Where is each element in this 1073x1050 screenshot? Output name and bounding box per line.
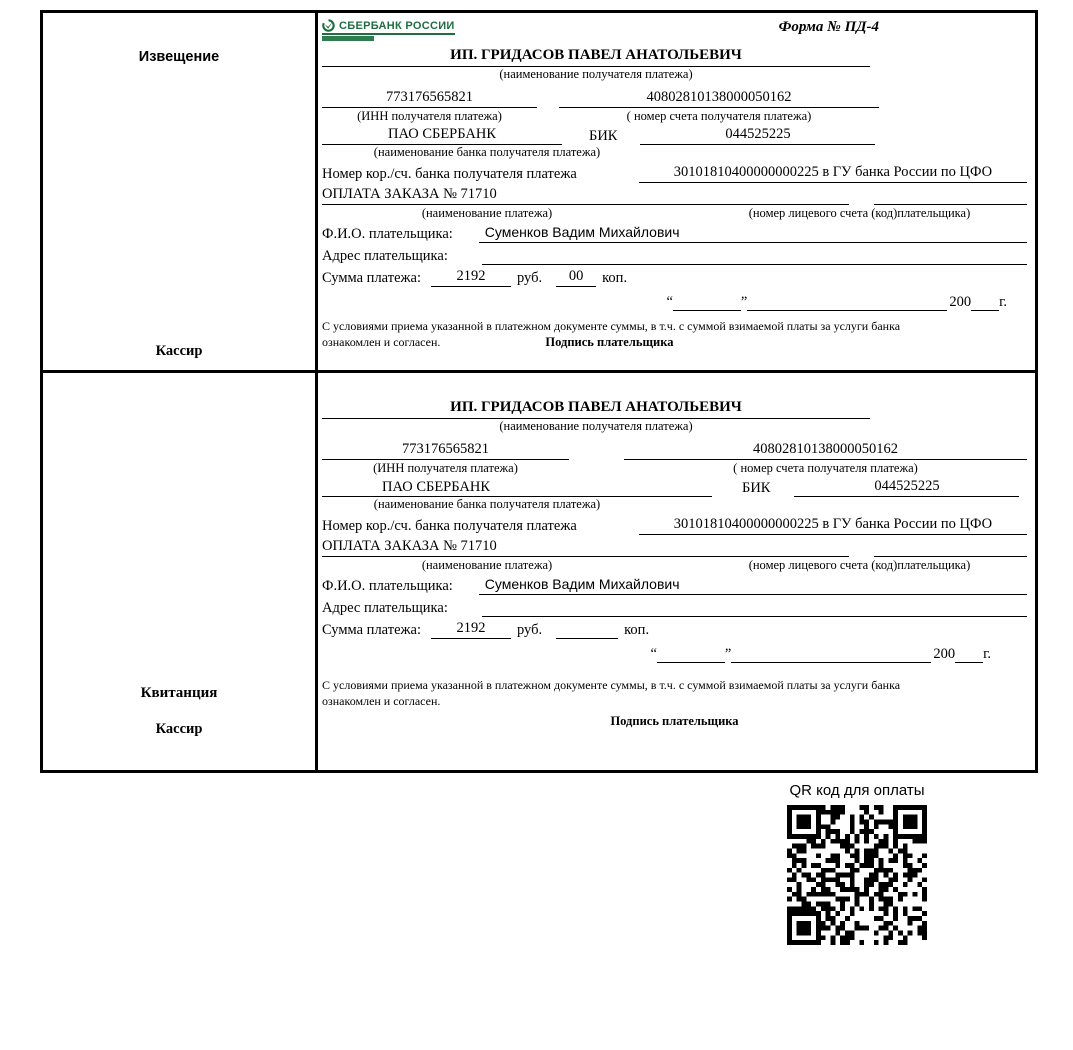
- inn-caption: (ИНН получателя платежа): [357, 109, 502, 123]
- payer-address-label: Адрес плательщика:: [322, 600, 448, 616]
- payee-name: ИП. ГРИДАСОВ ПАВЕЛ АНАТОЛЬЕВИЧ: [322, 399, 870, 419]
- date-day-field: [673, 292, 741, 311]
- agreement-line1: С условиями приема указанной в платежном документе суммы, в т.ч. с суммой взимаемой платы за услуги банка: [322, 678, 901, 692]
- signature-label: Подпись плательщика: [610, 714, 739, 729]
- rub-label: руб.: [517, 622, 543, 638]
- payer-address-value: [482, 598, 1027, 617]
- agreement-text: [322, 677, 1027, 730]
- corr-value: 30101810400000000225 в ГУ банка России по ЦФО: [639, 516, 1027, 535]
- open-quote: “: [650, 646, 657, 662]
- bik-value: 044525225: [794, 478, 1019, 497]
- sberbank-tagline-strip: [322, 36, 374, 41]
- sum-label: Сумма платежа:: [322, 622, 421, 638]
- open-quote: “: [666, 294, 673, 310]
- payer-address-value: [482, 246, 1027, 265]
- personal-account-caption: (номер лицевого счета (код)плательщика): [748, 558, 971, 572]
- bank-caption: (наименование банка получателя платежа): [373, 145, 601, 159]
- bank-name-value: ПАО СБЕРБАНК: [322, 126, 562, 145]
- year-suffix: г.: [983, 646, 991, 662]
- payment-name-value: ОПЛАТА ЗАКАЗА № 71710: [322, 186, 849, 205]
- year-prefix: 200: [933, 646, 956, 662]
- payer-address-row: [322, 246, 1027, 265]
- date-year-field: [955, 644, 983, 663]
- agreement-line1: С условиями приема указанной в платежном документе суммы, в т.ч. с суммой взимаемой платы за услуги банка: [322, 319, 901, 333]
- notice-label: Извещение: [138, 49, 220, 65]
- payment-captions: [322, 558, 1027, 573]
- payer-name-value: Суменков Вадим Михайлович: [479, 224, 1027, 243]
- cashier-label: Кассир: [155, 721, 203, 737]
- sum-label: Сумма платежа:: [322, 270, 421, 286]
- bik-value: 044525225: [640, 126, 875, 145]
- date-year-field: [971, 292, 999, 311]
- qr-label: QR код для оплаты: [789, 782, 925, 799]
- notice-left-cell: [43, 13, 318, 370]
- date-month-field: [731, 644, 931, 663]
- sberbank-logo-text: СБЕРБАНК РОССИИ: [339, 19, 455, 32]
- account-value: 40802810138000050162: [559, 89, 879, 108]
- sberbank-logo-top: [322, 19, 455, 35]
- inn-account-captions: [322, 461, 1027, 476]
- receipt-left-cell: [43, 373, 318, 770]
- corr-account-row: [322, 516, 1027, 535]
- payment-caption: (наименование платежа): [421, 558, 553, 572]
- date-row: [322, 644, 1027, 663]
- payer-name-value: Суменков Вадим Михайлович: [479, 576, 1027, 595]
- bank-name-value: ПАО СБЕРБАНК: [322, 479, 712, 497]
- notice-section: [43, 13, 1035, 373]
- notice-body: [318, 13, 1035, 370]
- account-value: 40802810138000050162: [624, 441, 1027, 460]
- account-caption: ( номер счета получателя платежа): [626, 109, 812, 123]
- receipt-body: [318, 373, 1035, 770]
- sum-kop-value: [556, 620, 618, 639]
- bik-label: БИК: [589, 128, 618, 144]
- corr-value: 30101810400000000225 в ГУ банка России по ЦФО: [639, 164, 1027, 183]
- inn-account-captions: [322, 109, 1027, 124]
- inn-account-row: [322, 441, 1027, 460]
- qr-code: [787, 805, 927, 945]
- rub-label: руб.: [517, 270, 543, 286]
- inn-value: 773176565821: [322, 441, 569, 460]
- payer-address-label: Адрес плательщика:: [322, 248, 448, 264]
- close-quote: ”: [740, 294, 748, 310]
- date-day-field: [657, 644, 725, 663]
- inn-value: 773176565821: [322, 89, 537, 108]
- personal-account-field: [874, 186, 1027, 205]
- payment-captions: [322, 206, 1027, 221]
- date-row: [322, 292, 1027, 311]
- corr-account-row: [322, 164, 1027, 183]
- date-month-field: [747, 292, 947, 311]
- payee-caption: (наименование получателя платежа): [499, 419, 693, 433]
- close-quote: ”: [724, 646, 732, 662]
- inn-caption: (ИНН получателя платежа): [373, 461, 518, 475]
- account-caption: ( номер счета получателя платежа): [733, 461, 918, 475]
- payer-name-row: [322, 224, 1027, 243]
- agreement-text: [322, 318, 1027, 351]
- corr-label: Номер кор./сч. банка получателя платежа: [322, 518, 577, 534]
- sberbank-logo: [322, 19, 455, 41]
- agreement-line2: ознакомлен и согласен.: [322, 335, 441, 350]
- payment-caption: (наименование платежа): [421, 206, 553, 220]
- sum-rub-value: 2192: [431, 620, 511, 639]
- payment-name-row: [322, 186, 1027, 205]
- corr-label: Номер кор./сч. банка получателя платежа: [322, 166, 577, 182]
- personal-account-caption: (номер лицевого счета (код)плательщика): [748, 206, 971, 220]
- bik-label: БИК: [742, 480, 771, 496]
- payer-name-label: Ф.И.О. плательщика:: [322, 226, 453, 242]
- pd4-form: [40, 10, 1038, 773]
- qr-block: [757, 782, 957, 950]
- year-suffix: г.: [999, 294, 1007, 310]
- bank-row: [322, 126, 1027, 145]
- agreement-line2: ознакомлен и согласен.: [322, 694, 441, 709]
- year-prefix: 200: [949, 294, 972, 310]
- personal-account-field: [874, 538, 1027, 557]
- payee-name: ИП. ГРИДАСОВ ПАВЕЛ АНАТОЛЬЕВИЧ: [322, 47, 870, 67]
- receipt-section: [43, 373, 1035, 770]
- kop-label: коп.: [602, 270, 628, 286]
- form-number: Форма № ПД-4: [778, 19, 879, 35]
- payment-name-value: ОПЛАТА ЗАКАЗА № 71710: [322, 538, 849, 557]
- payer-name-label: Ф.И.О. плательщика:: [322, 578, 453, 594]
- sum-rub-value: 2192: [431, 268, 511, 287]
- notice-header: [322, 19, 1027, 45]
- sum-row: [322, 620, 1027, 639]
- signature-label: Подпись плательщика: [545, 335, 674, 350]
- payer-name-row: [322, 576, 1027, 595]
- bank-row: [322, 478, 1027, 497]
- bank-caption: (наименование банка получателя платежа): [373, 497, 601, 511]
- payee-caption: (наименование получателя платежа): [499, 67, 693, 81]
- sum-kop-value: 00: [556, 268, 596, 287]
- kop-label: коп.: [624, 622, 650, 638]
- inn-account-row: [322, 89, 1027, 108]
- sberbank-emblem-icon: [322, 19, 335, 32]
- cashier-label: Кассир: [155, 343, 203, 359]
- receipt-label: Квитанция: [140, 685, 218, 701]
- sum-row: [322, 268, 1027, 287]
- payer-address-row: [322, 598, 1027, 617]
- agreement-line2-row: [322, 334, 1027, 351]
- payment-name-row: [322, 538, 1027, 557]
